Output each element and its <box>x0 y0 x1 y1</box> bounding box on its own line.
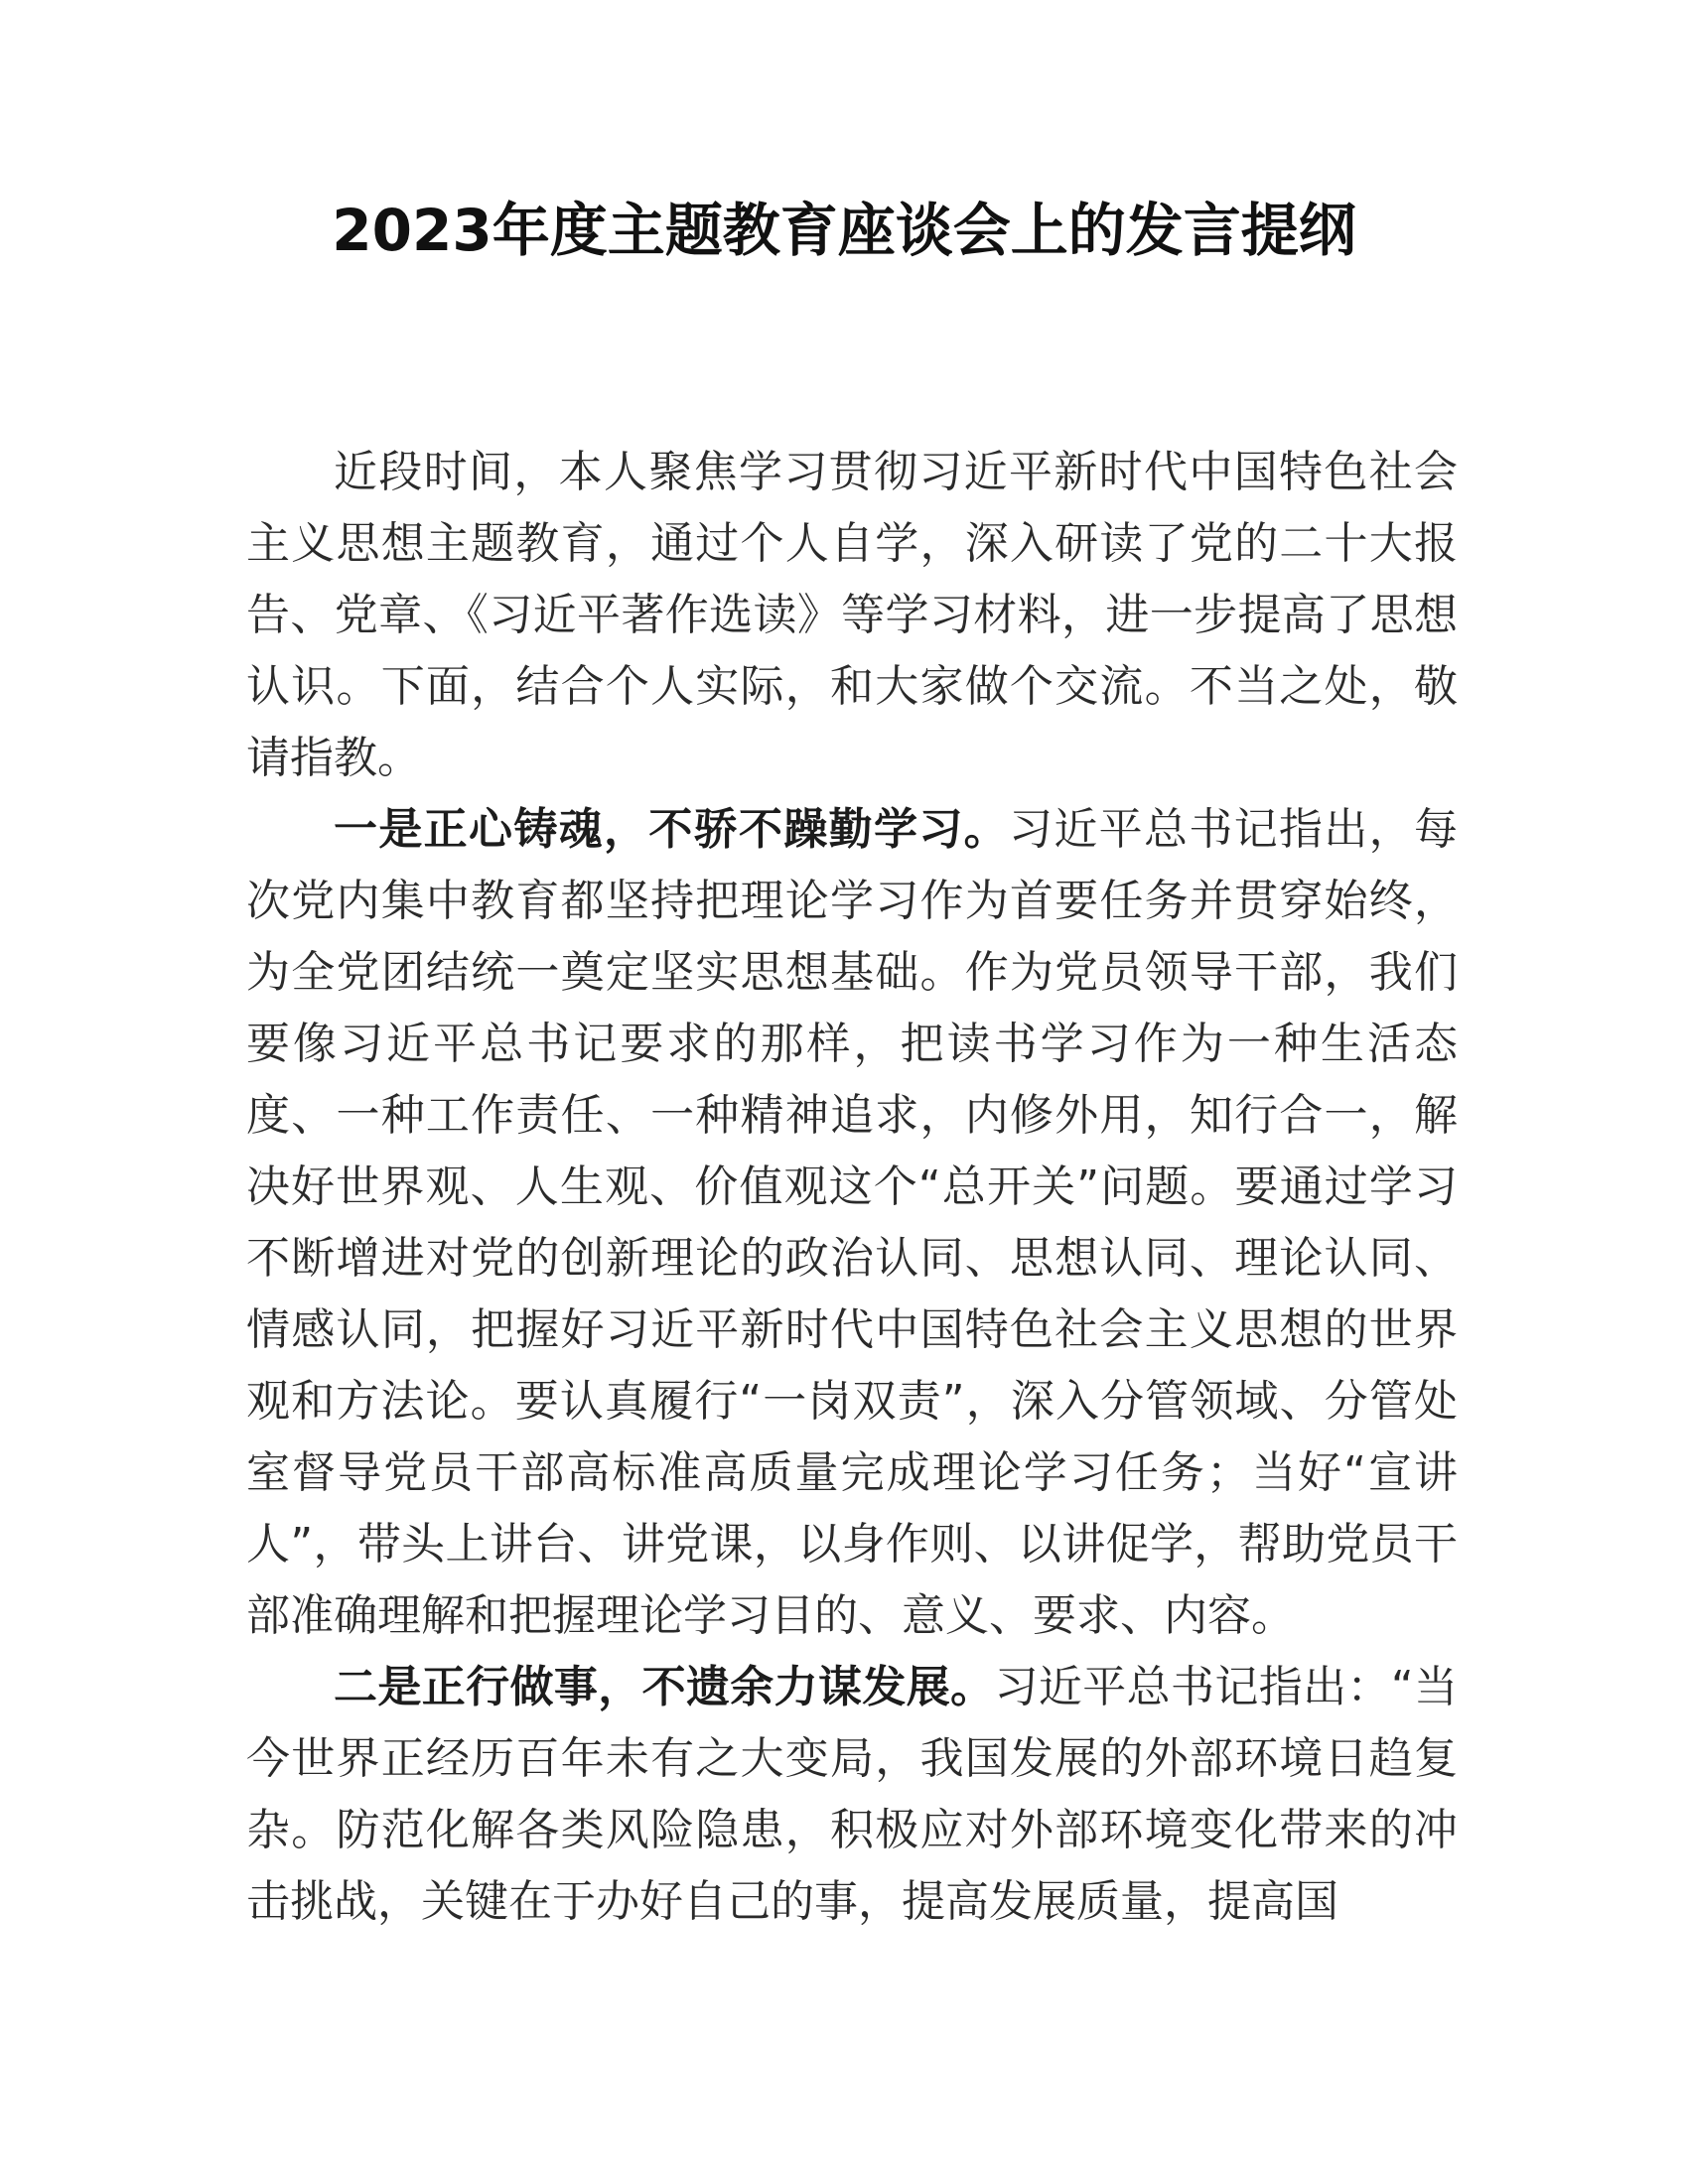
paragraph-intro <box>246 437 1458 794</box>
paragraph-text: 习近平总书记指出：“当今世界正经历百年未有之大变局，我国发展的外部环境日趋复杂。防范化解各类风险隐患，积极应对外部环境变化带来的冲击挑战，关键在于办好自己的事，提高发展质量，提高国 <box>246 1662 1459 1927</box>
paragraph-text: 近段时间，本人聚焦学习贯彻习近平新时代中国特色社会主义思想主题教育，通过个人自学，深入研读了党的二十大报告、党章、《习近平著作选读》等学习材料，进一步提高了思想认识。下面，结合个人实际，和大家做个交流。不当之处，敬请指教。 <box>246 447 1458 783</box>
paragraph-point-two <box>246 1652 1458 1938</box>
document-body <box>246 437 1458 1938</box>
paragraph-lead: 一是正心铸魂，不骄不躁勤学习。 <box>334 804 1009 855</box>
document-title: 2023年度主题教育座谈会上的发言提纲 <box>332 197 1356 264</box>
paragraph-text: 习近平总书记指出，每次党内集中教育都坚持把理论学习作为首要任务并贯穿始终，为全党团结统一奠定坚实思想基础。作为党员领导干部，我们要像习近平总书记要求的那样，把读书学习作为一种生活态度、一种工作责任、一种精神追求，内修外用，知行合一，解决好世界观、人生观、价值观这个“总开关”问题。要通过学习不断增进对党的创新理论的政治认同、思想认同、理论认同、情感认同，把握好习近平新时代中国特色社会主义思想的世界观和方法论。要认真履行“一岗双责”，深入分管领域、分管处室督导党员干部高标准高质量完成理论学习任务；当好“宣讲人”，带头上讲台、讲党课，以身作则、以讲促学，帮助党员干部准确理解和把握理论学习目的、意义、要求、内容。 <box>246 804 1458 1641</box>
paragraph-lead: 二是正行做事，不遗余力谋发展。 <box>334 1662 995 1712</box>
paragraph-point-one <box>246 794 1458 1652</box>
